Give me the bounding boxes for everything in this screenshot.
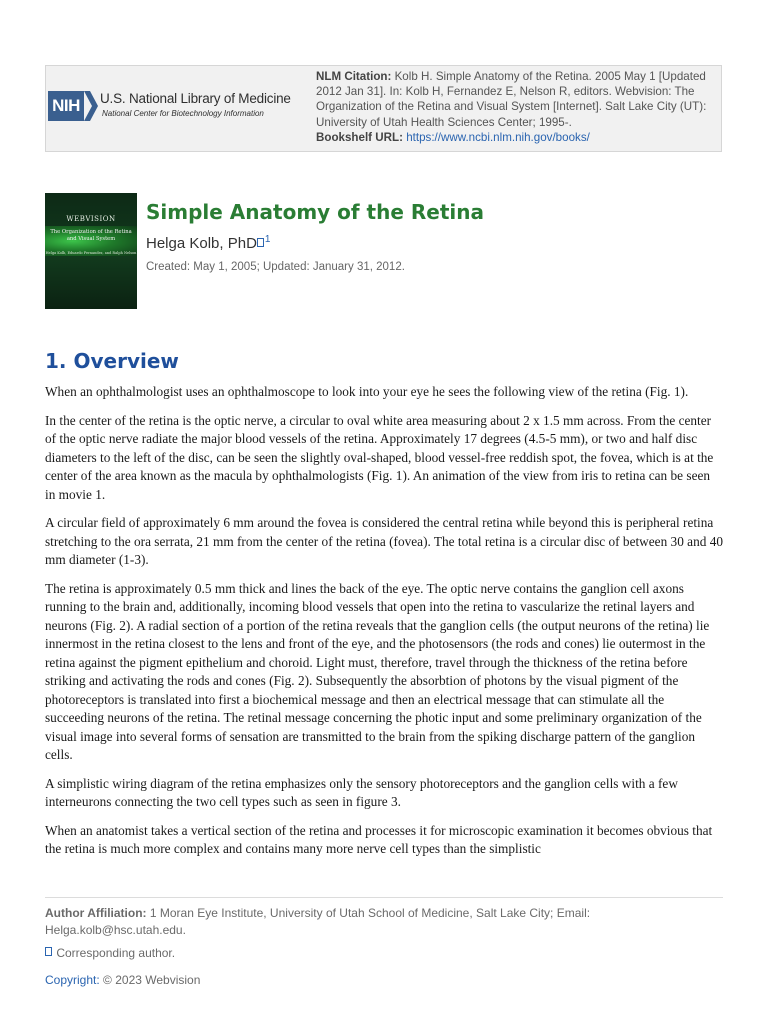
corresponding-author-text: Corresponding author. (56, 946, 176, 960)
copyright-label[interactable]: Copyright: (45, 973, 100, 987)
bookshelf-url-link[interactable]: https://www.ncbi.nlm.nih.gov/books/ (406, 130, 590, 144)
nlm-logo[interactable] (48, 88, 298, 128)
cover-title: WEBVISION (66, 215, 116, 223)
affiliation-label: Author Affiliation: (45, 906, 147, 920)
article-title: Simple Anatomy of the Retina (146, 200, 484, 224)
cover-authors: Helga Kolb, Eduardo Fernandez, and Ralph Nelson (45, 251, 137, 255)
bookshelf-label: Bookshelf URL: (316, 130, 403, 144)
footer-divider (45, 897, 723, 898)
corresponding-author-icon (45, 947, 52, 956)
corresponding-author-icon[interactable] (257, 238, 264, 247)
copyright-text: © 2023 Webvision (103, 973, 201, 987)
nih-mark: NIH (48, 91, 84, 121)
affiliation-footnote-link[interactable]: 1 (264, 234, 271, 245)
paragraph: A simplistic wiring diagram of the retina emphasizes only the sensory photoreceptors and the ganglion cells with a few interneurons connecting the two cell types such as seen in figure 3. (45, 775, 678, 809)
paragraph: When an anatomist takes a vertical section of the retina and processes it for microscopic examination it becomes obvious that the retina is much more complex and contains many more nerve cell types than the simplistic (45, 822, 713, 856)
corresponding-author-note (45, 946, 175, 960)
affiliation-text: 1 Moran Eye Institute, University of Utah School of Medicine, Salt Lake City; Email: Helga.kolb@hsc.utah.edu. (45, 906, 591, 937)
copyright-line (45, 973, 200, 987)
author-affiliation (45, 905, 723, 939)
citation-header (45, 65, 722, 152)
paragraph: When an ophthalmologist uses an ophthalmoscope to look into your eye he sees the following view of the retina (Fig. 1). (45, 384, 689, 399)
book-cover-image[interactable] (45, 193, 137, 309)
citation-label: NLM Citation: (316, 70, 392, 83)
paragraph: In the center of the retina is the optic nerve, a circular to oval white area measuring about 2 x 1.5 mm across. From the center of the optic nerve radiate the major blood vessels of the retina. Approximately 17 degrees (4.5-5 mm), or two and half disc diameters to the left of the disc, can be seen the slightly oval-shaped, blood vessel-free reddish spot, the fovea, which is at the center of the area known as the macula by ophthalmologists (Fig. 1). An animation of the view from iris to retina can be seen in movie 1. (45, 412, 714, 502)
section-heading: 1. Overview (45, 349, 179, 373)
author-name[interactable]: Helga Kolb, PhD (146, 235, 257, 252)
article-author (146, 234, 270, 252)
citation-text: Kolb H. Simple Anatomy of the Retina. 2005 May 1 [Updated 2012 Jan 31]. In: Kolb H, Fernandez E, Nelson R, editors. Webvision: The Organization of the Retina and Visual System [Internet]. Salt Lake City (UT): University of Utah Health Sciences Center; 1995-. (316, 70, 707, 129)
nlm-subtitle: National Center for Biotechnology Information (102, 109, 264, 118)
paragraph: The retina is approximately 0.5 mm thick and lines the back of the eye. The optic nerve contains the ganglion cell axons running to the brain and, additionally, incoming blood vessels that open into the retina to vascularize the retinal layers and neurons (Fig. 2). A radial section of a portion of the retina reveals that the ganglion cells (the output neurons of the retina) lie innermost in the retina closest to the lens and front of the eye, and the photosensors (the rods and cones) lie outermost in the retina against the pigment epithelium and choroid. Light must, therefore, travel through the thickness of the retina before striking and activating the rods and cones (Fig. 2). Subsequently the absorbtion of photons by the visual pigment of the photoreceptors is translated into first a biochemical message and then an electrical message that can stimulate all the succeeding neurons of the retina. The retinal message concerning the photic input and some preliminary organization of the visual image into several forms of sensation are transmitted to the brain from the spiking discharge pattern of the ganglion cells. (45, 580, 710, 762)
cover-subtitle: The Organization of the Retina and Visual System (50, 229, 132, 242)
citation-text-block (316, 69, 718, 145)
nlm-name: U.S. National Library of Medicine (100, 91, 291, 106)
section-body (45, 383, 723, 886)
paragraph: A circular field of approximately 6 mm around the fovea is considered the central retina while beyond this is peripheral retina stretching to the ora serrata, 21 mm from the center of the retina (fovea). The total retina is a circular disc of between 30 and 40 mm diameter (1-3). (45, 515, 723, 567)
nih-chevron-icon (84, 91, 98, 121)
article-dates: Created: May 1, 2005; Updated: January 31, 2012. (146, 261, 405, 273)
